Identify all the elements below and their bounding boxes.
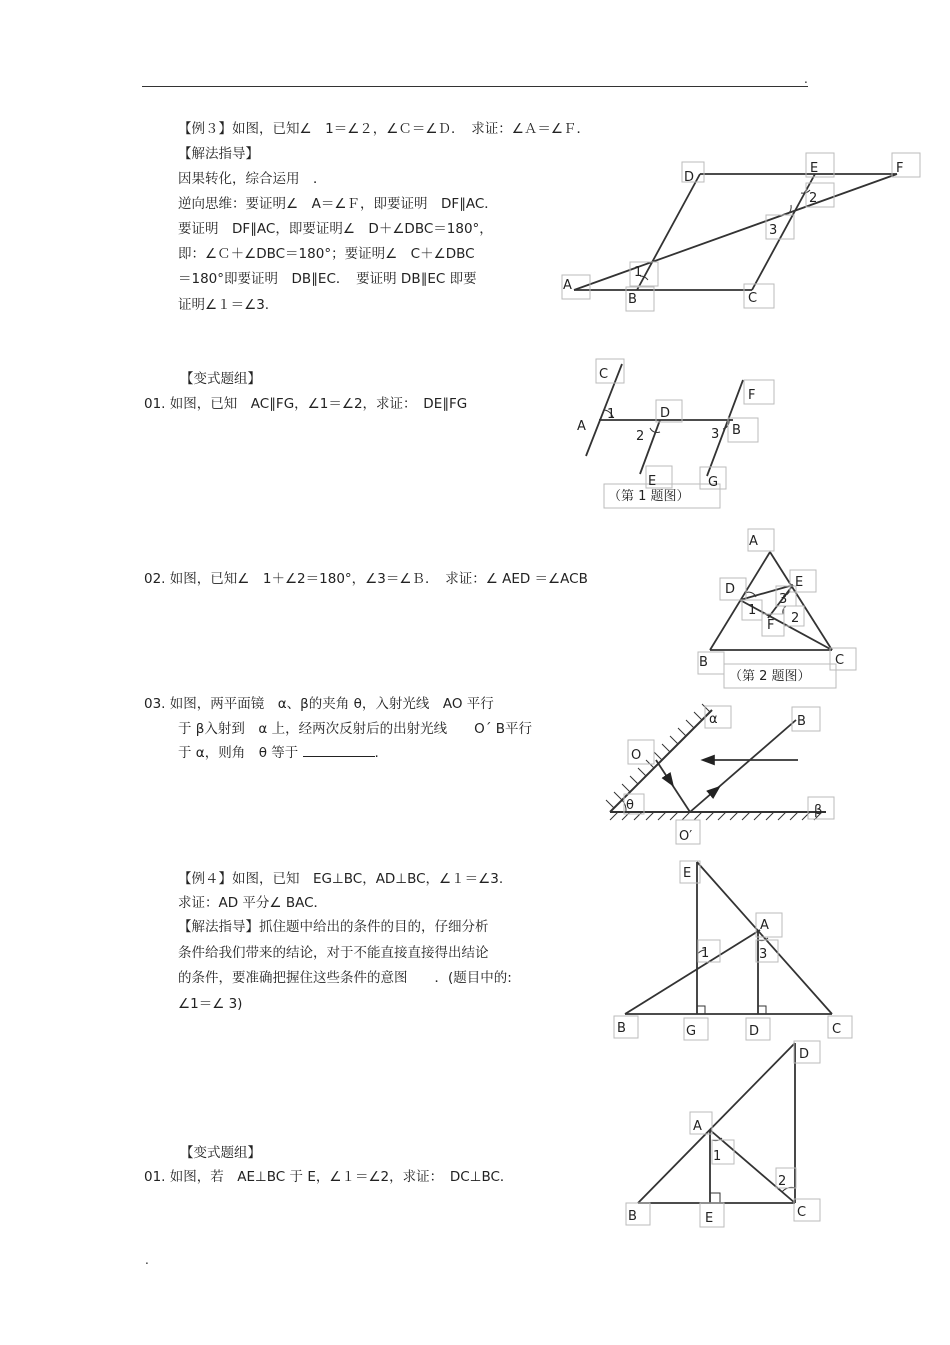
example3-line: 因果转化，综合运用 ． xyxy=(178,171,327,187)
figure-variant1-labelboxes xyxy=(596,359,774,508)
label-2: 2 xyxy=(778,1174,787,1189)
label-F: F xyxy=(767,618,775,633)
variant1-q1: 01. 如图，已知 AC∥FG，∠1＝∠2，求证： DE∥FG xyxy=(144,396,468,412)
label-D: D xyxy=(799,1047,810,1062)
label-B: B xyxy=(732,423,741,438)
label-3: 3 xyxy=(759,947,768,962)
label-B: B xyxy=(617,1021,626,1036)
label-2: 2 xyxy=(636,429,645,444)
figure-caption: （第 2 题图） xyxy=(729,669,811,684)
label-theta: θ xyxy=(626,798,634,813)
label-E: E xyxy=(705,1211,714,1226)
example3-guide-head: 【解法指导】 xyxy=(178,146,259,162)
label-E: E xyxy=(810,161,819,176)
label-1: 1 xyxy=(701,946,710,961)
variant1-q3-line2: 于 β入射到 α 上，经两次反射后的出射光线 Oˊ B平行 xyxy=(178,721,533,737)
variant2-head: 【变式题组】 xyxy=(180,1145,261,1161)
variant2-q1: 01. 如图，若 AE⊥BC 于 E，∠１＝∠2，求证： DC⊥BC． xyxy=(144,1169,514,1185)
label-D: D xyxy=(660,406,671,421)
label-C: C xyxy=(748,291,758,306)
example4-line4: 条件给我们带来的结论，对于不能直接直接得出结论 xyxy=(178,945,489,961)
label-D: D xyxy=(749,1024,760,1039)
example3-line: 即：∠Ｃ＋∠DBC＝180°；要证明∠ C＋∠DBC xyxy=(178,246,475,262)
label-D: D xyxy=(725,582,736,597)
label-C: C xyxy=(797,1205,807,1220)
label-1: 1 xyxy=(748,603,757,618)
label-A: A xyxy=(760,918,769,933)
label-O: O xyxy=(631,748,642,763)
figure-caption: （第 1 题图） xyxy=(608,489,690,504)
label-A: A xyxy=(693,1119,702,1134)
example3-title: 【例３】如图，已知∠ 1＝∠２，∠Ｃ＝∠Ｄ． 求证：∠Ａ＝∠Ｆ． xyxy=(178,121,590,137)
variant1-q2: 02. 如图，已知∠ 1＋∠2＝180°，∠3＝∠Ｂ． 求证：∠ AED ＝∠ACB xyxy=(144,571,588,587)
figure-example3-labels xyxy=(563,161,903,307)
example3-line: 逆向思维：要证明∠ A＝∠Ｆ，即要证明 DF∥AC． xyxy=(178,196,498,212)
variant1-q3-line1: 03. 如图，两平面镜 α、β的夹角 θ，入射光线 AO 平行 xyxy=(144,696,494,712)
figure-example3 xyxy=(574,174,897,290)
label-A: A xyxy=(563,278,572,293)
example3-line: 证明∠１＝∠3. xyxy=(178,297,270,313)
variant1-q3-line3: 于 α，则角 θ 等于 . xyxy=(178,745,379,761)
label-O-prime: O′ xyxy=(679,829,693,844)
label-2: 2 xyxy=(791,611,800,626)
label-E: E xyxy=(683,866,692,881)
figure-variant3-labels xyxy=(626,712,822,844)
label-B: B xyxy=(797,714,806,729)
example4-line1: 【例４】如图，已知 EG⊥BC，AD⊥BC，∠１＝∠3. xyxy=(178,871,504,887)
example3-line: ＝180°即要证明 DB∥EC． 要证明 DB∥EC 即要 xyxy=(178,271,477,287)
example4-line2: 求证：AD 平分∠ BAC． xyxy=(178,895,328,911)
header-dot: . xyxy=(804,72,808,86)
label-C: C xyxy=(599,367,609,382)
label-3: 3 xyxy=(711,427,720,442)
example3-line: 要证明 DF∥AC，即要证明∠ D＋∠DBC＝180°， xyxy=(178,221,493,237)
label-3: 3 xyxy=(779,592,788,607)
label-C: C xyxy=(832,1022,842,1037)
label-F: F xyxy=(748,388,756,403)
figure-variant1-labels xyxy=(577,367,755,504)
label-G: G xyxy=(686,1024,697,1039)
label-G: G xyxy=(708,475,719,490)
label-B: B xyxy=(628,1209,637,1224)
label-2: 2 xyxy=(809,191,818,206)
label-F: F xyxy=(896,161,904,176)
label-alpha: α xyxy=(709,712,718,727)
label-A: A xyxy=(577,419,586,434)
label-B: B xyxy=(628,292,637,307)
variant1-head: 【变式题组】 xyxy=(180,371,261,387)
figure-variant2-labelboxes xyxy=(698,529,856,688)
figure-example4 xyxy=(625,862,832,1014)
example4-line5: 的条件，要准确把握住这些条件的意图 ．(题目中的: xyxy=(178,970,512,986)
label-A: A xyxy=(749,534,758,549)
label-E: E xyxy=(795,575,804,590)
label-B: B xyxy=(699,655,708,670)
label-1: 1 xyxy=(607,407,616,422)
figure-example4-labels xyxy=(617,866,841,1039)
figure-variant4 xyxy=(638,1043,795,1203)
footer-dot: . xyxy=(145,1253,149,1267)
label-beta: β xyxy=(814,803,823,818)
label-D: D xyxy=(684,170,695,185)
label-E: E xyxy=(648,474,657,489)
figure-variant2 xyxy=(710,552,832,650)
example4-line6: ∠1＝∠ 3) xyxy=(178,996,243,1012)
label-3: 3 xyxy=(769,223,778,238)
figure-variant2-labels xyxy=(699,534,844,684)
label-C: C xyxy=(835,653,845,668)
label-1: 1 xyxy=(713,1149,722,1164)
label-1: 1 xyxy=(634,265,643,280)
figure-example3-labelboxes xyxy=(562,153,920,311)
example4-line3: 【解法指导】抓住题中给出的条件的目的，仔细分析 xyxy=(178,919,489,935)
